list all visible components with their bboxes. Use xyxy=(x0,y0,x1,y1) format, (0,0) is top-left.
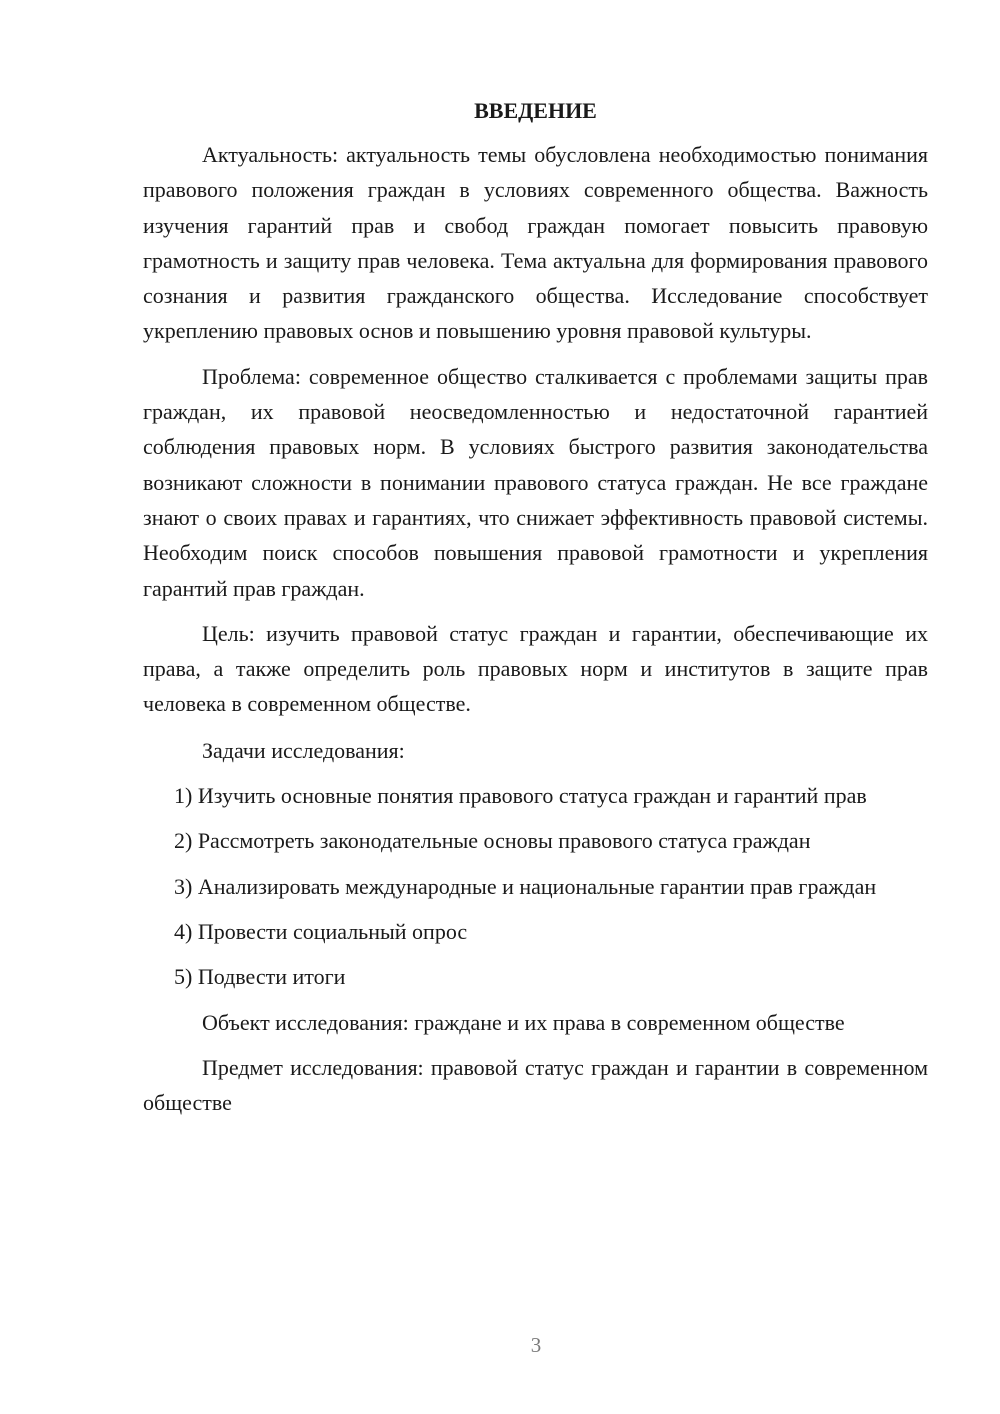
task-item: 2) Рассмотреть законодательные основы правового статуса граждан xyxy=(174,828,811,854)
page-heading: ВВЕДЕНИЕ xyxy=(474,98,597,123)
subject-paragraph: Предмет исследования: правовой статус граждан и гарантии в современном обществе xyxy=(143,1054,928,1116)
task-item: 5) Подвести итоги xyxy=(174,964,346,990)
goal-paragraph: Цель: изучить правовой статус граждан и гарантии, обеспечивающие их права, а также определить роль правовых норм и институтов в защите прав человека в современном обществе. xyxy=(143,620,928,717)
page-content xyxy=(143,96,928,1120)
problem-paragraph: Проблема: современное общество сталкивается с проблемами защиты прав граждан, их правовой неосведомленностью и недостаточной гарантией соблюдения правовых норм. В условиях быстрого развития законодательства возникают сложности в понимании правового статуса граждан. Не все граждане знают о своих правах и гарантиях, что снижает эффективность правовой системы. Необходим поиск способов повышения правовой грамотности и укрепления гарантий прав граждан. xyxy=(143,363,928,601)
tasks-title: Задачи исследования: xyxy=(202,737,405,763)
task-item: 1) Изучить основные понятия правового статуса граждан и гарантий прав xyxy=(174,783,867,809)
relevance-paragraph: Актуальность: актуальность темы обусловлена необходимостью понимания правового положения граждан в условиях современного общества. Важность изучения гарантий прав и свобод граждан помогает повысить правовую грамотность и защиту прав человека. Тема актуальна для формирования правового сознания и развития гражданского общества. Исследование способствует укреплению правовых основ и повышению уровня правовой культуры. xyxy=(143,142,928,344)
page-number: 3 xyxy=(530,1333,542,1357)
task-item: 3) Анализировать международные и национальные гарантии прав граждан xyxy=(174,873,877,899)
task-item: 4) Провести социальный опрос xyxy=(174,918,468,944)
object-paragraph: Объект исследования: граждане и их права в современном обществе xyxy=(202,1009,845,1035)
